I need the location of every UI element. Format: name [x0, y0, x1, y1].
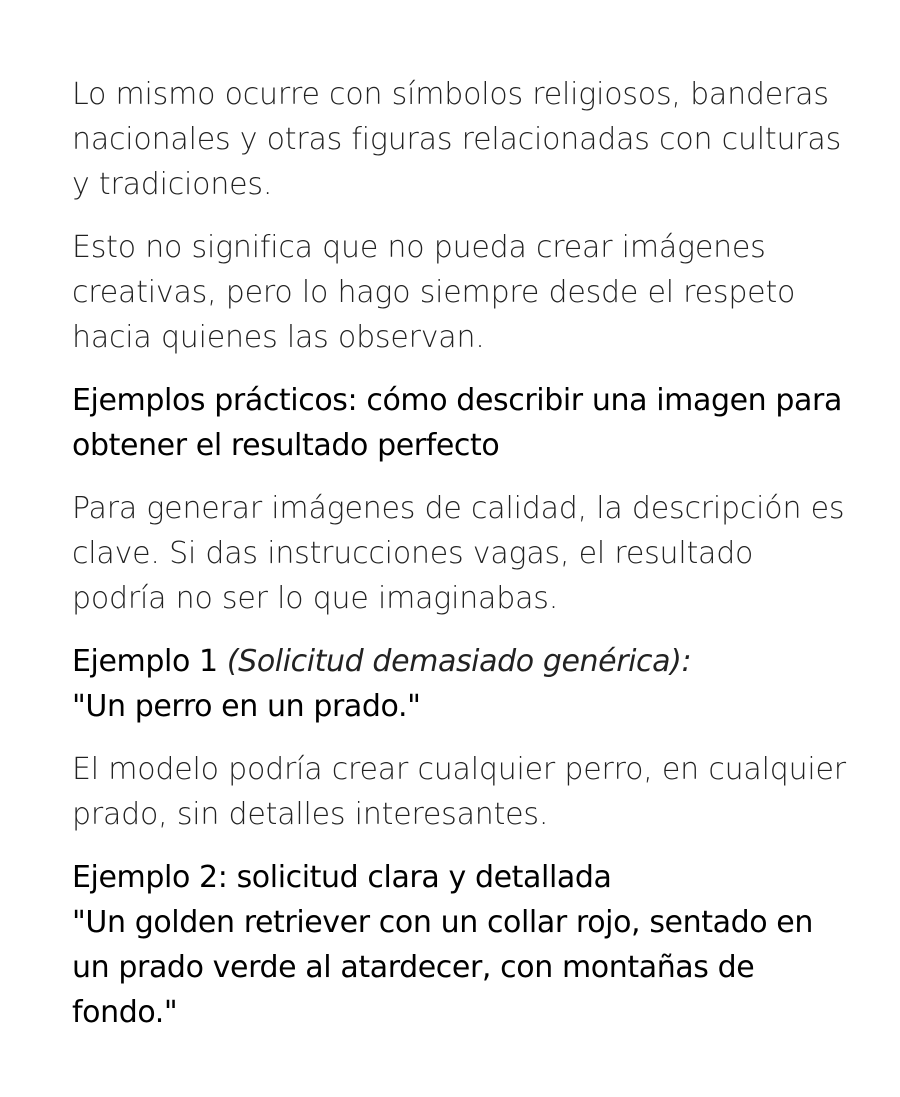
- example-1-quote: "Un perro en un prado.": [72, 689, 421, 724]
- example-2-quote: "Un golden retriever con un collar rojo, sentado en un prado verde al atardecer, con montañas de fondo.": [72, 905, 813, 1030]
- section-heading: Ejemplos prácticos: cómo describir una imagen para obtener el resultado perfecto: [72, 383, 842, 463]
- example-1: [72, 639, 852, 729]
- paragraph-model-result: El modelo podría crear cualquier perro, en cualquier prado, sin detalles interesantes.: [72, 752, 846, 832]
- paragraph-respect: Esto no significa que no pueda crear imágenes creativas, pero lo hago siempre desde el respeto hacia quienes las observan.: [72, 230, 796, 355]
- example-2: [72, 855, 852, 1035]
- example-1-note: (Solicitud demasiado genérica):: [226, 644, 692, 679]
- document-page: [72, 72, 852, 1053]
- paragraph-symbols: Lo mismo ocurre con símbolos religiosos, banderas nacionales y otras figuras relacionadas con culturas y tradiciones.: [72, 77, 842, 202]
- paragraph-description-key: Para generar imágenes de calidad, la descripción es clave. Si das instrucciones vagas, el resultado podría no ser lo que imaginabas.: [72, 491, 845, 616]
- example-1-label: Ejemplo 1: [72, 644, 218, 679]
- example-2-label: Ejemplo 2: solicitud clara y detallada: [72, 860, 612, 895]
